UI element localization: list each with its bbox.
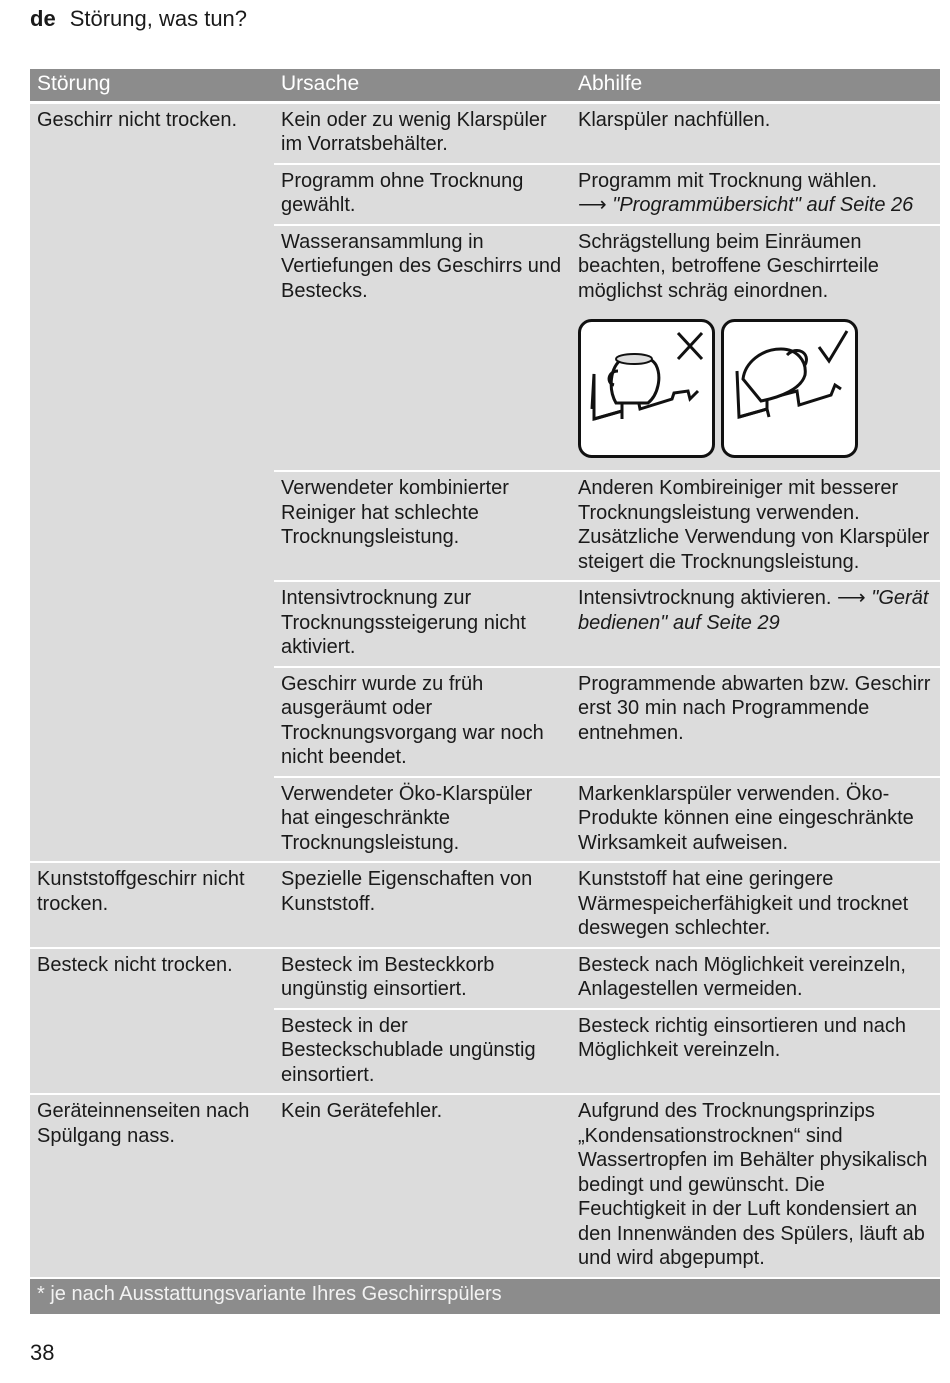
- page-reference-link[interactable]: "Programmübersicht" auf Seite 26: [612, 194, 914, 216]
- ursache-cell: Verwendeter kombinierter Reiniger hat schlechte Trocknungsleistung.: [274, 471, 571, 581]
- abhilfe-cell: [571, 164, 940, 225]
- wrong-loading-illustration: [578, 319, 715, 458]
- abhilfe-text: Schrägstellung beim Einräumen beachten, betroffene Geschirrteile möglichst schräg einordnen.: [578, 230, 879, 302]
- abhilfe-text: Intensivtrocknung aktivieren.: [578, 587, 832, 609]
- table-row: [30, 862, 940, 948]
- table-footnote: * je nach Ausstattungsvariante Ihres Geschirrspülers: [30, 1278, 940, 1316]
- stoerung-cell: Besteck nicht trocken.: [30, 948, 274, 1095]
- table-row: [30, 1094, 940, 1278]
- abhilfe-cell: Kunststoff hat eine geringere Wärmespeicherfähigkeit und trocknet deswegen schlechter.: [571, 862, 940, 948]
- abhilfe-text: Programm mit Trocknung wählen.: [578, 169, 878, 192]
- arrow-right-icon: ⟶: [578, 194, 607, 216]
- language-code: de: [30, 6, 56, 31]
- ursache-cell: Wasseransammlung in Vertiefungen des Geschirrs und Bestecks.: [274, 225, 571, 472]
- table-header-row: [30, 69, 940, 102]
- page-header: [30, 6, 247, 32]
- abhilfe-cell: Besteck nach Möglichkeit vereinzeln, Anlagestellen vermeiden.: [571, 948, 940, 1009]
- ursache-cell: Kein oder zu wenig Klarspüler im Vorratsbehälter.: [274, 102, 571, 164]
- arrow-right-icon: ⟶: [837, 587, 866, 609]
- column-header-stoerung: Störung: [30, 69, 274, 102]
- stoerung-cell: Geräteinnenseiten nach Spülgang nass.: [30, 1094, 274, 1278]
- abhilfe-cell: [571, 225, 940, 472]
- ursache-cell: Verwendeter Öko-Klarspüler hat eingeschränkte Trocknungsleistung.: [274, 777, 571, 863]
- table-row: [30, 102, 940, 164]
- abhilfe-cell: Anderen Kombireiniger mit besserer Trocknungsleistung verwenden. Zusätzliche Verwendung von Klarspüler steigert die Trocknungsleistung.: [571, 471, 940, 581]
- abhilfe-cell: Klarspüler nachfüllen.: [571, 102, 940, 164]
- abhilfe-cell: Markenklarspüler verwenden. Öko-Produkte können eine eingeschränkte Wirksamkeit aufweisen.: [571, 777, 940, 863]
- abhilfe-cell: [571, 581, 940, 667]
- column-header-abhilfe: Abhilfe: [571, 69, 940, 102]
- page-number: 38: [30, 1340, 55, 1365]
- abhilfe-cell: Besteck richtig einsortieren und nach Möglichkeit vereinzeln.: [571, 1009, 940, 1095]
- ursache-cell: Geschirr wurde zu früh ausgeräumt oder Trocknungsvorgang war noch nicht beendet.: [274, 667, 571, 777]
- column-header-ursache: Ursache: [274, 69, 571, 102]
- loading-illustration: [578, 319, 933, 458]
- ursache-cell: Kein Gerätefehler.: [274, 1094, 571, 1278]
- correct-loading-illustration: [721, 319, 858, 458]
- stoerung-cell: Kunststoffgeschirr nicht trocken.: [30, 862, 274, 948]
- ursache-cell: Spezielle Eigenschaften von Kunststoff.: [274, 862, 571, 948]
- table-footnote-row: [30, 1278, 940, 1316]
- abhilfe-cell: Aufgrund des Trocknungsprinzips „Kondensationstrocknen“ sind Wassertropfen im Behälter physikalisch bedingt und gewünscht. Die Feuchtigkeit in der Luft kondensiert an den Innenwänden des Spülers, läuft ab und wird abgepumpt.: [571, 1094, 940, 1278]
- page-title: Störung, was tun?: [69, 6, 248, 31]
- stoerung-cell: Geschirr nicht trocken.: [30, 102, 274, 862]
- table-row: [30, 948, 940, 1009]
- ursache-cell: Programm ohne Trocknung gewählt.: [274, 164, 571, 225]
- ursache-cell: Besteck im Besteckkorb ungünstig einsortiert.: [274, 948, 571, 1009]
- abhilfe-cell: Programmende abwarten bzw. Geschirr erst 30 min nach Programmende entnehmen.: [571, 667, 940, 777]
- ursache-cell: Besteck in der Besteckschublade ungünstig einsortiert.: [274, 1009, 571, 1095]
- troubleshooting-table: [30, 69, 940, 1316]
- ursache-cell: Intensivtrocknung zur Trocknungssteigerung nicht aktiviert.: [274, 581, 571, 667]
- page-reference-link[interactable]: "Gerät bedienen" auf Seite 29: [578, 587, 929, 634]
